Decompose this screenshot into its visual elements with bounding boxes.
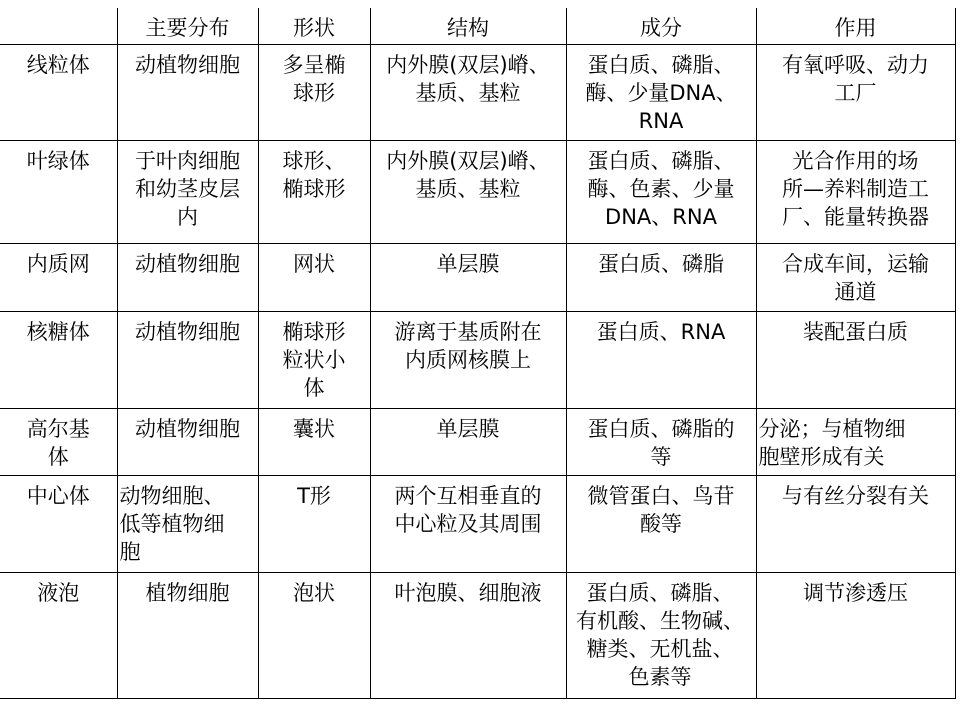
composition-cell: 蛋白质、磷脂、 有机酸、生物碱、 糖类、无机盐、 色素等 [566, 573, 756, 699]
composition-cell: 蛋白质、磷脂的 等 [566, 409, 756, 476]
shape-cell: 椭球形 粒状小 体 [258, 312, 370, 409]
structure-cell: 内外膜(双层)嵴、 基质、基粒 [370, 45, 566, 141]
table-row [0, 141, 955, 244]
shape-cell: 网状 [258, 244, 370, 312]
organelle-name: 线粒体 [0, 45, 117, 141]
function-cell: 与有丝分裂有关 [756, 476, 955, 573]
shape-cell: 球形、 椭球形 [258, 141, 370, 244]
organelle-name: 核糖体 [0, 312, 117, 409]
structure-cell: 内外膜(双层)嵴、 基质、基粒 [370, 141, 566, 244]
structure-cell: 叶泡膜、细胞液 [370, 573, 566, 699]
distribution-cell: 动植物细胞 [117, 312, 258, 409]
header-row [0, 8, 955, 45]
table-row [0, 409, 955, 476]
distribution-cell: 动物细胞、 低等植物细 胞 [117, 476, 258, 573]
composition-cell: 蛋白质、磷脂、 酶、色素、少量 DNA、RNA [566, 141, 756, 244]
header-cell-shape: 形状 [258, 8, 370, 45]
distribution-cell: 植物细胞 [117, 573, 258, 699]
structure-cell: 单层膜 [370, 409, 566, 476]
table-row [0, 573, 955, 699]
organelle-name: 高尔基 体 [0, 409, 117, 476]
function-cell: 调节渗透压 [756, 573, 955, 699]
function-cell: 光合作用的场 所—养料制造工 厂、能量转换器 [756, 141, 955, 244]
organelle-name: 叶绿体 [0, 141, 117, 244]
shape-cell: T形 [258, 476, 370, 573]
composition-cell: 微管蛋白、鸟苷 酸等 [566, 476, 756, 573]
header-cell-composition: 成分 [566, 8, 756, 45]
header-cell-blank [0, 8, 117, 45]
distribution-cell: 动植物细胞 [117, 244, 258, 312]
distribution-cell: 于叶肉细胞 和幼茎皮层 内 [117, 141, 258, 244]
structure-cell: 两个互相垂直的 中心粒及其周围 [370, 476, 566, 573]
table-row [0, 244, 955, 312]
header-cell-function: 作用 [756, 8, 955, 45]
function-cell: 分泌；与植物细 胞壁形成有关 [756, 409, 955, 476]
organelle-table [0, 8, 956, 699]
structure-cell: 单层膜 [370, 244, 566, 312]
composition-cell: 蛋白质、RNA [566, 312, 756, 409]
function-cell: 有氧呼吸、动力 工厂 [756, 45, 955, 141]
shape-cell: 囊状 [258, 409, 370, 476]
structure-cell: 游离于基质附在 内质网核膜上 [370, 312, 566, 409]
organelle-name: 中心体 [0, 476, 117, 573]
organelle-name: 液泡 [0, 573, 117, 699]
distribution-cell: 动植物细胞 [117, 409, 258, 476]
header-cell-structure: 结构 [370, 8, 566, 45]
shape-cell: 泡状 [258, 573, 370, 699]
header-cell-distribution: 主要分布 [117, 8, 258, 45]
function-cell: 合成车间，运输 通道 [756, 244, 955, 312]
composition-cell: 蛋白质、磷脂、 酶、少量DNA、 RNA [566, 45, 756, 141]
table-row [0, 45, 955, 141]
table-row [0, 476, 955, 573]
shape-cell: 多呈椭 球形 [258, 45, 370, 141]
composition-cell: 蛋白质、磷脂 [566, 244, 756, 312]
distribution-cell: 动植物细胞 [117, 45, 258, 141]
organelle-name: 内质网 [0, 244, 117, 312]
function-cell: 装配蛋白质 [756, 312, 955, 409]
table-row [0, 312, 955, 409]
